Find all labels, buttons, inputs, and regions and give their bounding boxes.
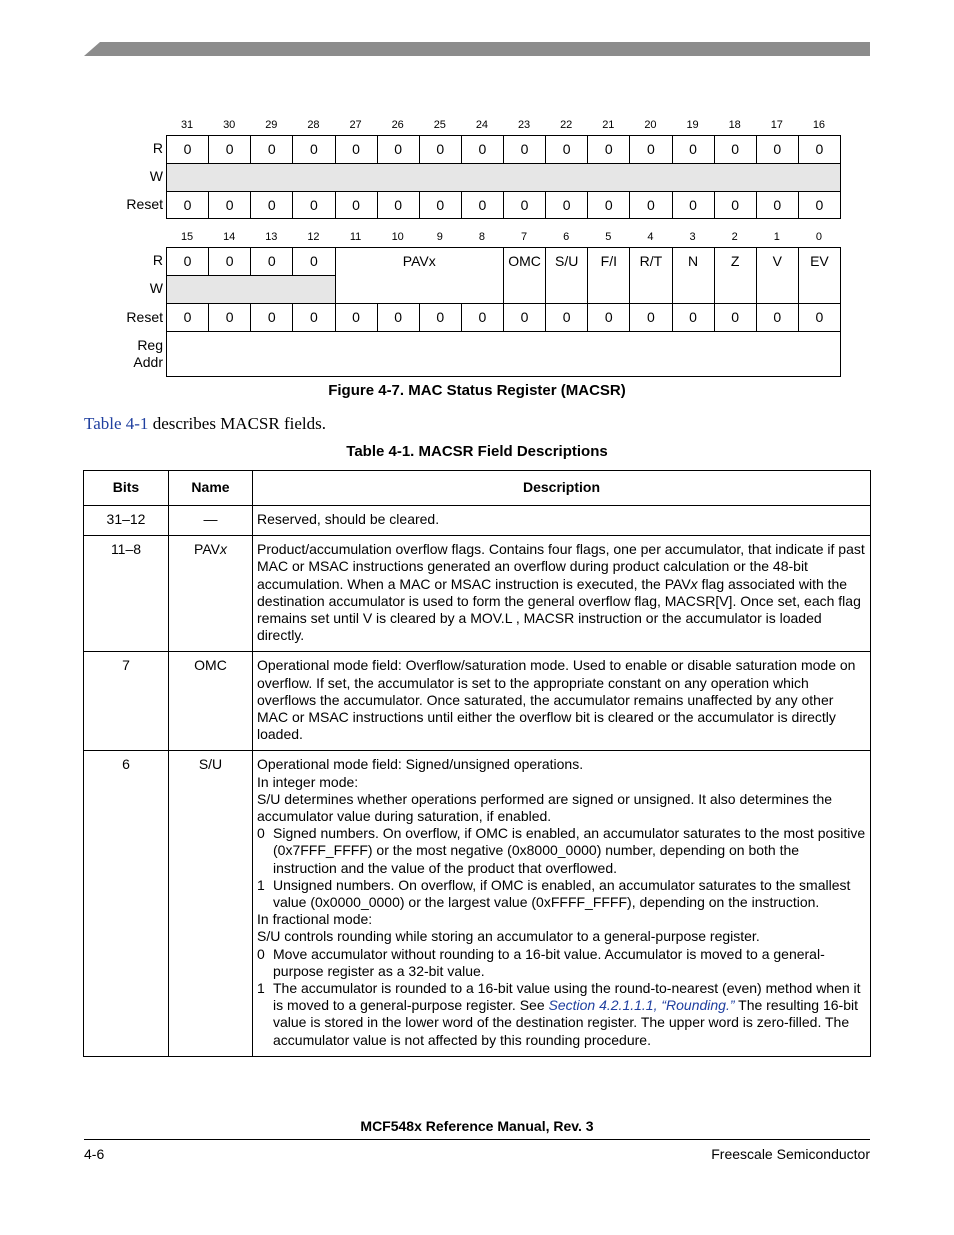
register-cell: 0 [250, 135, 293, 164]
bit-number: 30 [223, 119, 236, 131]
reset-cell: 0 [166, 191, 209, 219]
reset-cell: 0 [629, 191, 672, 219]
register-cell: 0 [587, 135, 630, 164]
bit-number: 20 [644, 119, 657, 131]
reset-cell: 0 [503, 191, 546, 219]
bit-number: 18 [728, 119, 741, 131]
register-cell: 0 [250, 247, 293, 276]
reset-cell: 0 [335, 191, 378, 219]
header-bits: Bits [84, 471, 169, 506]
reset-cell: 0 [587, 191, 630, 219]
bit-number: 23 [517, 119, 531, 131]
table-caption: Table 4-1. MACSR Field Descriptions [346, 443, 608, 460]
row-label-w: W [149, 168, 163, 184]
bit-number: 29 [265, 119, 278, 131]
reset-cell: 0 [292, 191, 335, 219]
bit-number: 13 [265, 231, 278, 243]
field-cell: Z [714, 247, 757, 304]
bit-number: 0 [815, 231, 822, 243]
register-cell: 0 [377, 135, 420, 164]
cell-bits: 6 [84, 751, 169, 1056]
write-row [166, 275, 336, 304]
register-cell: 0 [166, 247, 209, 276]
bit-number: 17 [770, 119, 783, 131]
reset-cell: 0 [798, 303, 841, 332]
reset-cell: 0 [798, 191, 841, 219]
bit-number: 6 [563, 231, 570, 243]
write-row [166, 163, 841, 192]
bit-number: 25 [433, 119, 446, 131]
field-cell: N [672, 247, 715, 304]
field-cell: S/U [545, 247, 588, 304]
register-cell: 0 [166, 135, 209, 164]
register-cell: 0 [672, 135, 715, 164]
bit-number: 26 [391, 119, 404, 131]
cell-bits: 11–8 [84, 536, 169, 652]
register-cell: 0 [419, 135, 462, 164]
reset-cell: 0 [672, 303, 715, 332]
reset-cell: 0 [672, 191, 715, 219]
bit-number: 27 [349, 119, 362, 131]
reset-cell: 0 [756, 191, 799, 219]
register-cell: 0 [714, 135, 757, 164]
reset-cell: 0 [292, 303, 335, 332]
reset-cell: 0 [208, 191, 251, 219]
reset-cell: 0 [587, 303, 630, 332]
bit-number: 16 [812, 119, 826, 131]
row-label-addr: Addr [133, 354, 163, 370]
bit-number: 3 [689, 231, 696, 243]
figure-caption: Figure 4-7. MAC Status Register (MACSR) [328, 382, 626, 399]
reset-cell: 0 [335, 303, 378, 332]
reset-cell: 0 [756, 303, 799, 332]
reset-cell: 0 [545, 191, 588, 219]
reset-cell: 0 [461, 191, 504, 219]
bit-number: 4 [647, 231, 654, 243]
bit-number: 1 [773, 231, 780, 243]
register-cell: 0 [756, 135, 799, 164]
reset-cell: 0 [461, 303, 504, 332]
field-cell: R/T [629, 247, 672, 304]
field-description-table [83, 470, 871, 1057]
bit-number: 8 [478, 231, 485, 243]
register-cell: 0 [503, 135, 546, 164]
bit-number: 31 [180, 119, 194, 131]
register-cell: 0 [208, 135, 251, 164]
field-cell: V [756, 247, 799, 304]
reset-cell: 0 [377, 191, 420, 219]
row-label-reg: Reg [137, 337, 163, 353]
bit-number: 9 [436, 231, 443, 243]
bit-number: 10 [391, 231, 404, 243]
table-row [84, 506, 871, 536]
footer-title: MCF548x Reference Manual, Rev. 3 [360, 1118, 594, 1134]
reset-cell: 0 [419, 303, 462, 332]
reset-cell: 0 [545, 303, 588, 332]
reset-cell: 0 [503, 303, 546, 332]
bit-number: 11 [349, 231, 362, 243]
register-cell: 0 [798, 135, 841, 164]
register-cell: 0 [335, 135, 378, 164]
bit-number: 22 [560, 119, 573, 131]
section-link[interactable]: Section 4.2.1.1.1, “Rounding.” [548, 997, 735, 1014]
register-cell: 0 [208, 247, 251, 276]
reset-cell: 0 [629, 303, 672, 332]
footer-rule [84, 1139, 870, 1140]
row-label-r: R [152, 140, 163, 156]
field-cell: OMC [503, 247, 546, 304]
reset-cell: 0 [250, 191, 293, 219]
row-label-reset: Reset [126, 309, 163, 325]
reset-cell: 0 [714, 191, 757, 219]
header-bar [84, 42, 870, 56]
cell-description: Operational mode field: Signed/unsigned operations. In integer mode: S/U determines whether operations performed are signed or unsigned. It also determines the accumulator value during saturation, if enabled. 0 Signed numbers. On overflow, if OMC is enabled, an accumulator saturates to the most positive (0x7FFF_FFFF) or the most negative (0x8000_0000) number, depending on both the instruction and the value of the product that overflowed. 1 Unsigned numbers. On overflow, if OMC is enabled, an accumulator saturates to the smallest value (0x0000_0000) or the largest value (0xFFFF_FFFF), depending on the instruction. In fractional mode: S/U controls rounding while storing an accumulator to a general-purpose register. 0 Move accumulator without rounding to a 16-bit value. Accumulator is moved to a general-purpose register as a 32-bit value. 1 The accumulator is rounded to a 16-bit value using the round-to-nearest (even) method when it is moved to a general-purpose register. See Section 4.2.1.1.1, “Rounding.” The resulting 16-bit value is stored in the lower word of the destination register. The upper word is zero-filled. The accumulator value is not affected by this rounding procedure. [253, 751, 871, 1056]
field-cell: EV [798, 247, 841, 304]
reg-addr-row [166, 331, 841, 377]
register-cell: 0 [461, 135, 504, 164]
reset-cell: 0 [166, 303, 209, 332]
company-name: Freescale Semiconductor [711, 1146, 870, 1162]
reset-cell: 0 [250, 303, 293, 332]
page-number: 4-6 [84, 1146, 105, 1162]
bit-number: 5 [605, 231, 612, 243]
reset-cell: 0 [377, 303, 420, 332]
header-description: Description [253, 471, 871, 506]
bit-number: 12 [307, 231, 320, 243]
field-cell: F/I [587, 247, 630, 304]
bit-number: 28 [307, 119, 320, 131]
cell-name: PAVx [169, 536, 253, 652]
intro-text: Table 4-1 describes MACSR fields. [84, 414, 326, 433]
cell-description: Reserved, should be cleared. [253, 506, 871, 536]
table-row [84, 652, 871, 751]
table-row [84, 751, 871, 1056]
bit-number: 24 [475, 119, 489, 131]
bit-number: 14 [223, 231, 236, 243]
cell-name: OMC [169, 652, 253, 751]
cell-bits: 7 [84, 652, 169, 751]
register-cell: 0 [545, 135, 588, 164]
reset-cell: 0 [419, 191, 462, 219]
register-cell: 0 [292, 135, 335, 164]
table-row [84, 536, 871, 652]
header-name: Name [169, 471, 253, 506]
reset-cell: 0 [208, 303, 251, 332]
cell-bits: 31–12 [84, 506, 169, 536]
table-link[interactable]: Table 4-1 [84, 414, 149, 433]
register-cell: 0 [292, 247, 335, 276]
bit-number: 7 [521, 231, 528, 243]
cell-name: — [169, 506, 253, 536]
bit-number: 15 [180, 231, 194, 243]
bit-number: 2 [731, 231, 738, 243]
cell-description: Product/accumulation overflow flags. Contains four flags, one per accumulator, that indicate if past MAC or MSAC instructions generated an overflow during product calculation or the 48-bit accumulation. When a MAC or MSAC instruction is executed, the PAVx flag associated with the destination accumulator is used to form the general overflow flag, MACSR[V]. Once set, each flag remains set until V is cleared by a MOV.L , MACSR instruction or the accumulator is loaded directly. [253, 536, 871, 652]
row-label-w: W [149, 280, 163, 296]
row-label-reset: Reset [126, 196, 163, 212]
row-label-r: R [152, 252, 163, 268]
pavx-field: PAVx [335, 247, 505, 304]
cell-name: S/U [169, 751, 253, 1056]
bit-number: 19 [686, 119, 699, 131]
cell-description: Operational mode field: Overflow/saturation mode. Used to enable or disable saturation mode on overflow. If set, the accumulator is set to the appropriate constant on any operation which overflows the accumulator. Once saturated, the accumulator remains unaffected by any other MAC or MSAC instructions until either the overflow bit is cleared or the accumulator is directly loaded. [253, 652, 871, 751]
reset-cell: 0 [714, 303, 757, 332]
table-header-row [84, 471, 871, 506]
register-cell: 0 [629, 135, 672, 164]
bit-number: 21 [602, 119, 615, 131]
